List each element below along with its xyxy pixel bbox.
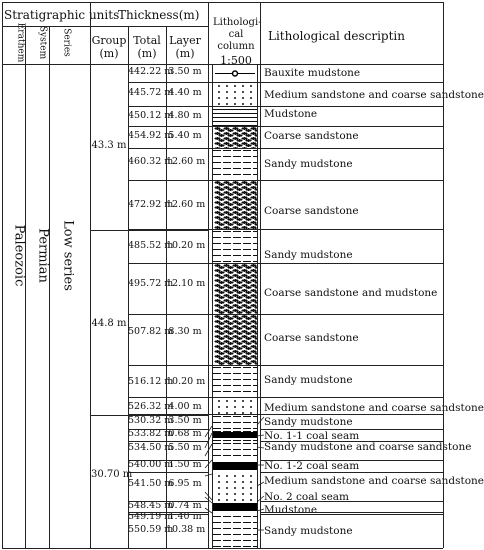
lith-sandy-mudstone-pattern <box>213 441 257 460</box>
layer-row-line <box>128 501 208 502</box>
grid-vline <box>260 2 261 548</box>
group-border <box>90 230 208 231</box>
desc-row-line <box>260 148 443 149</box>
lith-row-line <box>208 180 260 181</box>
layer-description: No. 1-2 coal seam <box>264 460 360 472</box>
desc-row-line <box>260 106 443 107</box>
desc-row-line <box>260 229 443 230</box>
header-layer-2: (m) <box>175 47 195 60</box>
lith-coarse-sandstone-pattern <box>213 314 257 365</box>
lith-row-line <box>208 314 260 315</box>
layer-description: Coarse sandstone <box>264 205 359 217</box>
bauxite-nodule <box>233 71 238 76</box>
desc-row-line <box>260 512 443 513</box>
series-low-series: Low series <box>60 220 76 291</box>
layer-total: 516.12 m <box>128 376 174 387</box>
header-total-1: Total <box>133 34 161 47</box>
layer-description: Coarse sandstone <box>264 130 359 142</box>
layer-description: Medium sandstone and coarse sandstone <box>264 475 484 487</box>
layer-description: Sandy mudstone <box>264 525 353 537</box>
layer-thickness: 1.40 m <box>168 511 202 522</box>
desc-row-line <box>260 263 443 264</box>
layer-thickness: 10.38 m <box>166 524 206 535</box>
coarse-sandstone-offset <box>217 265 257 316</box>
layer-thickness: 12.60 m <box>166 156 206 167</box>
grid-vline <box>90 2 91 548</box>
layer-total: 533.82 m <box>128 428 174 439</box>
desc-row-line <box>260 514 443 515</box>
layer-description: Sandy mudstone and coarse sandstone <box>264 441 472 453</box>
layer-description: No. 1-1 coal seam <box>264 430 360 442</box>
lith-bauxite-pattern <box>213 65 257 82</box>
header-scale: 1:500 <box>220 54 252 67</box>
sandy-mudstone-gaps <box>213 514 257 549</box>
group-label-3: 30.70 m <box>91 469 133 480</box>
layer-description: Sandy mudstone <box>264 249 353 261</box>
layer-thickness: 6.95 m <box>168 478 202 489</box>
layer-thickness: 0.74 m <box>168 500 202 511</box>
layer-total: 472.92 m <box>128 199 174 210</box>
lith-coarse-sandstone-pattern <box>213 180 257 229</box>
layer-thickness: 5.40 m <box>168 130 202 141</box>
lith-sandy-mudstone-pattern <box>213 148 257 180</box>
layer-thickness: 3.50 m <box>168 415 202 426</box>
layer-thickness: 4.80 m <box>168 110 202 121</box>
header-split <box>2 26 90 27</box>
group-label-1: 43.3 m <box>91 140 127 151</box>
desc-row-line <box>260 501 443 502</box>
desc-row-line <box>260 314 443 315</box>
layer-thickness: 10.20 m <box>166 376 206 387</box>
desc-row-line <box>260 414 443 415</box>
grid-vline <box>49 26 50 548</box>
lith-row-line <box>208 365 260 366</box>
layer-total: 549.19 m <box>128 511 174 522</box>
layer-thickness: 5.50 m <box>168 442 202 453</box>
layer-total: 495.72 m <box>128 278 174 289</box>
layer-description: Coarse sandstone and mudstone <box>264 287 438 299</box>
lith-coal-pattern <box>213 503 257 511</box>
layer-row-line <box>128 263 208 264</box>
lith-row-line <box>208 106 260 107</box>
layer-row-line <box>128 460 208 461</box>
layer-row-line <box>128 514 208 515</box>
layer-total: 460.32 m <box>128 156 174 167</box>
desc-row-line <box>260 365 443 366</box>
lith-row-line <box>208 148 260 149</box>
header-bottom <box>208 64 443 65</box>
border-left <box>2 2 3 548</box>
layer-thickness: 1.50 m <box>168 459 202 470</box>
layer-row-line <box>128 180 208 181</box>
lith-row-line <box>208 263 260 264</box>
border-top <box>2 2 443 3</box>
layer-row-line <box>128 106 208 107</box>
layer-description: Coarse sandstone <box>264 332 359 344</box>
lith-mudstone-pattern <box>213 106 257 126</box>
lith-row-line <box>208 397 260 398</box>
header-erathem: Erathem <box>15 22 26 63</box>
header-total-2: (m) <box>137 47 157 60</box>
sandy-mudstone-gaps <box>213 229 257 263</box>
erathem-paleozoic: Paleozoic <box>11 224 27 287</box>
coarse-sandstone-offset <box>217 182 257 231</box>
layer-description: Sandy mudstone <box>264 416 353 428</box>
header-system: System <box>37 25 48 60</box>
layer-description: Mudstone <box>264 108 318 120</box>
layer-row-line <box>128 472 208 473</box>
layer-thickness: 12.60 m <box>166 199 206 210</box>
header-split <box>90 26 208 27</box>
layer-row-line <box>128 126 208 127</box>
layer-row-line <box>128 365 208 366</box>
layer-total: 507.82 m <box>128 326 174 337</box>
sandy-mudstone-gaps <box>213 148 257 180</box>
grid-vline <box>128 26 129 548</box>
lith-medium-sandstone-pattern <box>213 472 257 501</box>
header-thickness: Thickness(m) <box>118 8 200 22</box>
group-label-2: 44.8 m <box>91 318 127 329</box>
layer-thickness: 8.30 m <box>168 326 202 337</box>
layer-row-line <box>128 229 208 230</box>
layer-total: 445.72 m <box>128 87 174 98</box>
layer-total: 526.32 m <box>128 401 174 412</box>
layer-total: 541.50 m <box>128 478 174 489</box>
layer-description: Bauxite mudstone <box>264 67 361 79</box>
border-right <box>443 2 444 548</box>
layer-total: 450.12 m <box>128 110 174 121</box>
lith-col-right <box>257 64 258 548</box>
layer-row-line <box>128 441 208 442</box>
grid-vline <box>208 2 209 548</box>
lith-coarse-sandstone-pattern <box>213 263 257 314</box>
layer-row-line <box>128 414 208 415</box>
system-permian: Permian <box>35 228 51 283</box>
layer-row-line <box>128 429 208 430</box>
border-bottom <box>2 548 443 549</box>
coarse-sandstone-offset <box>217 316 257 367</box>
layer-description: Medium sandstone and coarse sandstone <box>264 89 484 101</box>
lith-coal-pattern <box>213 432 257 438</box>
layer-total: 454.92 m <box>128 130 174 141</box>
lith-row-line <box>208 82 260 83</box>
header-bottom <box>2 64 208 65</box>
layer-thickness: 10.20 m <box>166 240 206 251</box>
layer-total: 442.22 m <box>128 66 174 77</box>
layer-thickness: 12.10 m <box>166 278 206 289</box>
header-strat-units: Stratigraphic units <box>4 8 120 22</box>
layer-description: Sandy mudstone <box>264 158 353 170</box>
group-border <box>90 415 208 416</box>
desc-row-line <box>260 460 443 461</box>
lith-sandy-mudstone-pattern <box>213 514 257 549</box>
lith-sandy-mudstone-pattern <box>213 365 257 397</box>
header-lith-column-3: column <box>217 41 255 52</box>
desc-row-line <box>260 397 443 398</box>
layer-total: 485.52 m <box>128 240 174 251</box>
lith-coarse-sandstone-pattern <box>213 126 257 148</box>
header-layer-1: Layer <box>169 34 201 47</box>
layer-total: 548.45 m <box>128 500 174 511</box>
desc-row-line <box>260 180 443 181</box>
layer-row-line <box>128 148 208 149</box>
header-lith-desc: Lithological descriptin <box>268 29 405 43</box>
header-group-1: Group <box>91 34 127 47</box>
header-series: Series <box>61 28 72 57</box>
lith-medium-sandstone-pattern <box>213 397 257 414</box>
layer-thickness: 3.50 m <box>168 66 202 77</box>
desc-row-line <box>260 429 443 430</box>
layer-description: Sandy mudstone <box>264 374 353 386</box>
desc-row-line <box>260 441 443 442</box>
layer-row-line <box>128 397 208 398</box>
coarse-sandstone-offset <box>217 128 257 150</box>
lith-coal-pattern <box>213 462 257 470</box>
lith-medium-sandstone-pattern <box>213 82 257 106</box>
layer-description: No. 2 coal seam <box>264 491 349 503</box>
lith-col-left <box>212 64 213 548</box>
header-lith-column-2: cal <box>228 29 244 40</box>
layer-row-line <box>128 82 208 83</box>
layer-thickness: 0.68 m <box>168 428 202 439</box>
lith-sandy-mudstone-pattern <box>213 414 257 429</box>
layer-description: Mudstone <box>264 504 318 516</box>
grid-vline <box>166 26 167 548</box>
sandy-mudstone-gaps <box>213 441 257 460</box>
layer-total: 534.50 m <box>128 442 174 453</box>
desc-row-line <box>260 82 443 83</box>
desc-row-line <box>260 472 443 473</box>
layer-total: 530.32 m <box>128 415 174 426</box>
layer-total: 550.59 m <box>128 524 174 535</box>
lith-row-line <box>208 229 260 230</box>
desc-row-line <box>260 126 443 127</box>
header-lith-column-1: Lithologi- <box>213 17 262 28</box>
layer-description: Medium sandstone and coarse sandstone <box>264 402 484 414</box>
sandy-mudstone-gaps <box>213 414 257 429</box>
lith-row-line <box>208 126 260 127</box>
layer-total: 540.00 m <box>128 459 174 470</box>
lith-sandy-mudstone-pattern <box>213 229 257 263</box>
layer-row-line <box>128 314 208 315</box>
layer-thickness: 4.40 m <box>168 87 202 98</box>
lith-row-line <box>208 414 260 415</box>
sandy-mudstone-gaps <box>213 365 257 397</box>
layer-row-line <box>128 512 208 513</box>
layer-thickness: 4.00 m <box>168 401 202 412</box>
grid-vline <box>25 26 26 548</box>
header-group-2: (m) <box>99 47 119 60</box>
